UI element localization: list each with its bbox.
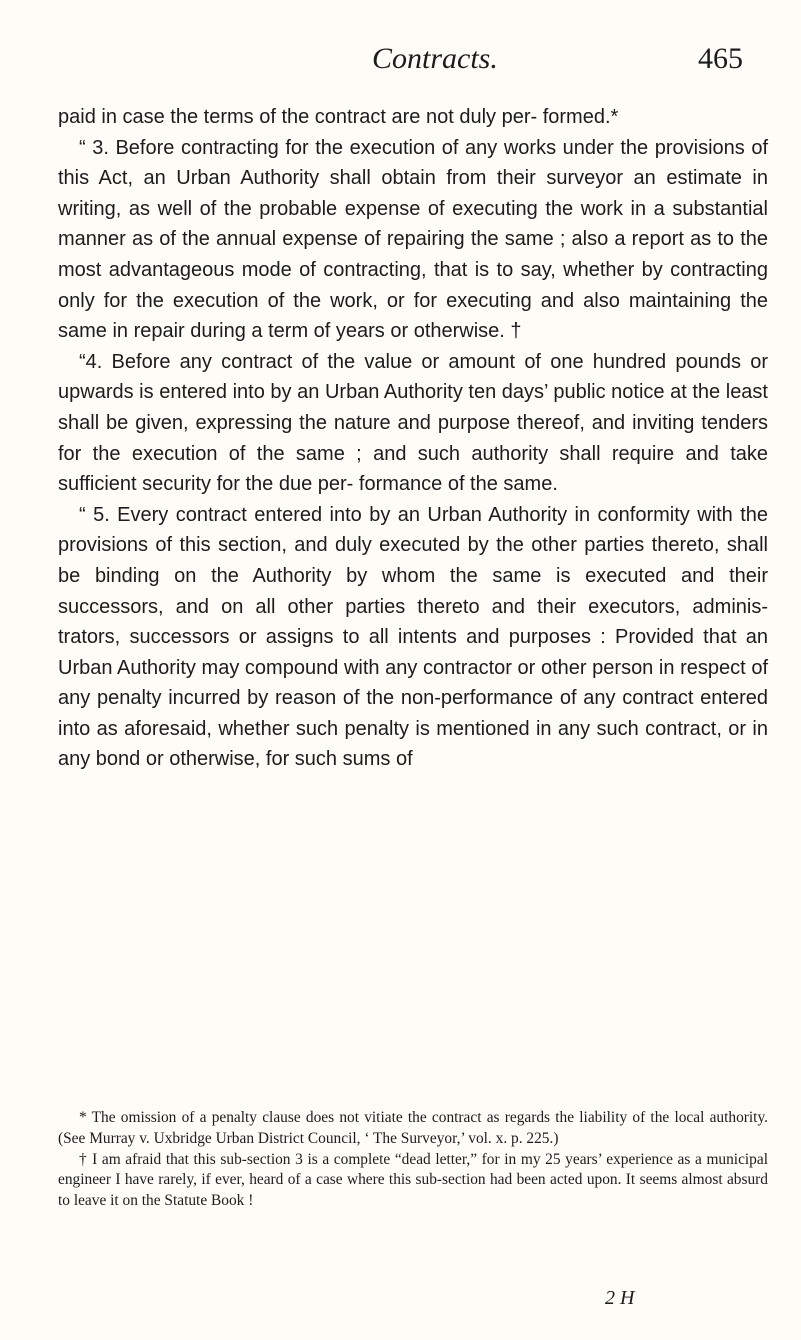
page-number: 465 (698, 42, 743, 75)
signature-mark: 2 H (605, 1287, 635, 1309)
footnote-asterisk: * The omission of a penalty clause does not vitiate the contract as regards the liability of the local authority. (See Murray v. Uxbridge Urban District Council, ‘ The Surveyor,’ vol. x. p. 225.) (58, 1109, 768, 1147)
paragraph-section-3: “ 3. Before contracting for the execution of any works under the provisions of this Act, an Urban Authority shall obtain from their surveyor an estimate in writing, as well of the probable expense of executing the work in a substantial manner as of the annual expense of repairing the same ; also a report as to the most advantageous mode of contracting, that is to say, whether by contracting only for the execution of the work, or for executing and also maintaining the same in repair during a term of years or otherwise. † (58, 136, 768, 343)
paragraph-section-4: “4. Before any contract of the value or amount of one hundred pounds or upwards is entered into by an Urban Authority ten days’ public notice at the least shall be given, expressing the nature and purpose thereof, and inviting tenders for the execution of the same ; and such authority shall require and take sufficient security for the due per- formance of the same. (58, 350, 768, 496)
footnote-dagger: † I am afraid that this sub-section 3 is a complete “dead letter,” for in my 25 years’ experience as a municipal engineer I have rarely, if ever, heard of a case where this sub-section had been acted upon. It seems almost absurd to leave it on the Statute Book ! (58, 1150, 768, 1210)
footnotes (58, 1108, 768, 1212)
running-header (0, 42, 801, 92)
body-text (58, 102, 768, 775)
paragraph-section-5: “ 5. Every contract entered into by an Urban Authority in conformity with the provisions of this section, and duly executed by the other parties thereto, shall be binding on the Authority by whom the same is executed and their successors, and on all other parties thereto and their executors, adminis- trators, successors or assigns to all intents and purposes : Provided that an Urban Authority may compound with any contractor or other person in respect of any penalty incurred by reason of the non-performance of any contract entered into as aforesaid, whether such penalty is mentioned in any such contract, or in any bond or otherwise, for such sums of (58, 503, 768, 771)
running-title: Contracts. (372, 42, 498, 75)
paragraph-continuation: paid in case the terms of the contract are not duly per- formed.* (58, 106, 619, 128)
